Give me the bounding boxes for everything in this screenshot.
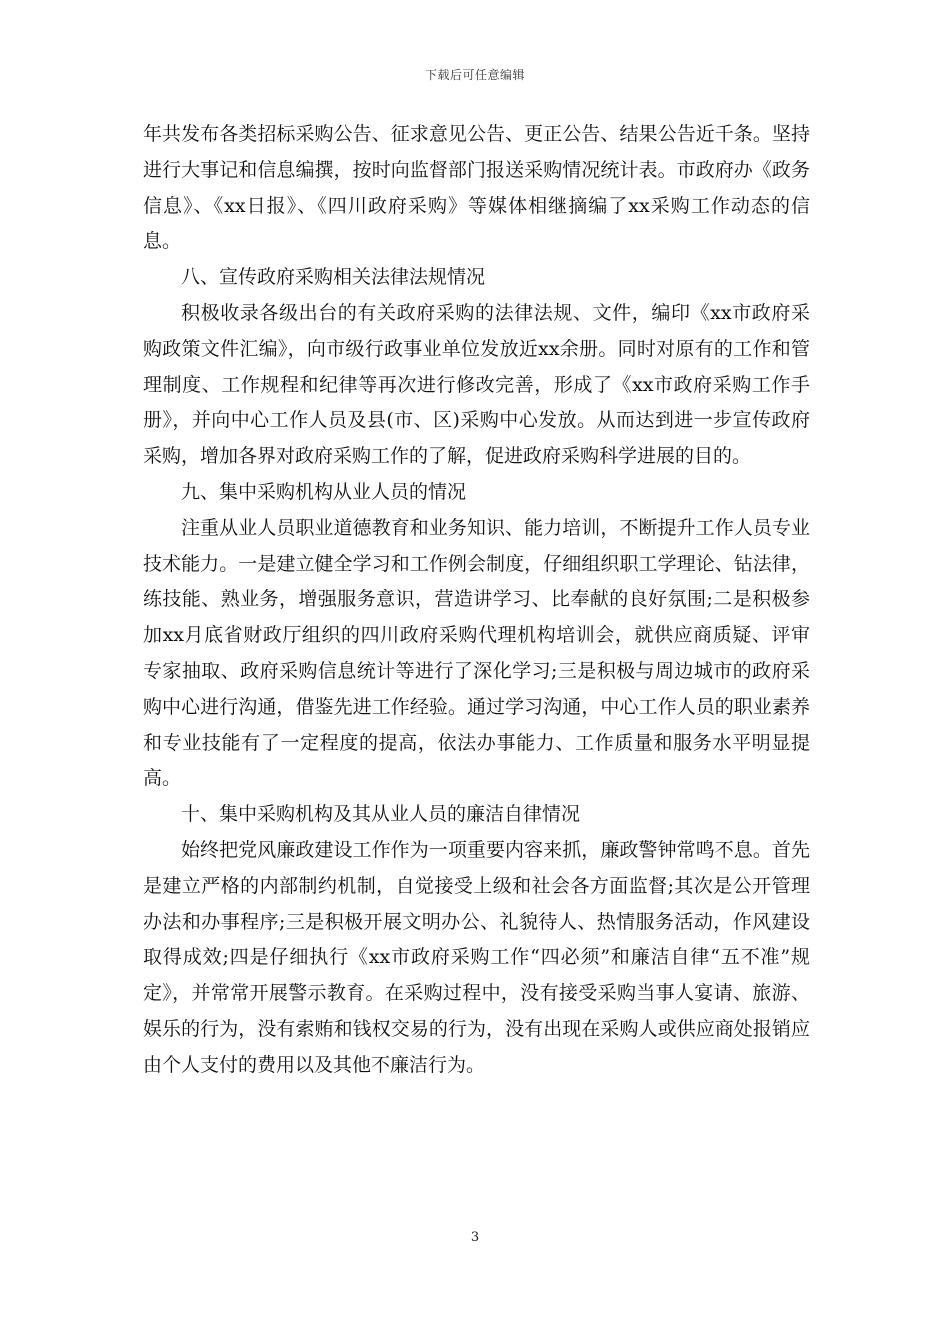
section-heading-10: 十、集中采购机构及其从业人员的廉洁自律情况 xyxy=(181,803,581,826)
paragraph-section-9: 注重从业人员职业道德教育和业务知识、能力培训，不断提升工作人员专业技术能力。一是建立健全学习和工作例会制度，仔细组织职工学理论、钻法律，练技能、熟业务，增强服务意识，营造讲学习、比奉献的良好氛围;二是积极参加xx月底省财政厅组织的四川政府采购代理机构培训会，就供应商质疑、评审专家抽取、政府采购信息统计等进行了深化学习;三是积极与周边城市的政府采购中心进行沟通，借鉴先进工作经验。通过学习沟通，中心工作人员的职业素养和专业技能有了一定程度的提高，依法办事能力、工作质量和服务水平明显提高。 xyxy=(143,516,810,790)
section-heading-9: 九、集中采购机构从业人员的情况 xyxy=(181,480,467,503)
document-body xyxy=(143,117,810,1084)
paragraph-publicity-continued: 年共发布各类招标采购公告、征求意见公告、更正公告、结果公告近千条。坚持进行大事记和信息编撰，按时向监督部门报送采购情况统计表。市政府办《政务信息》、《xx日报》、《四川政府采购》等媒体相继摘编了xx采购工作动态的信息。 xyxy=(143,123,810,253)
page-header-note: 下载后可任意编辑 xyxy=(424,68,525,82)
section-heading-8: 八、宣传政府采购相关法律法规情况 xyxy=(181,266,486,289)
paragraph-section-8: 积极收录各级出台的有关政府采购的法律法规、文件，编印《xx市政府采购政策文件汇编》，向市级行政事业单位发放近xx余册。同时对原有的工作和管理制度、工作规程和纪律等再次进行修改完善，形成了《xx市政府采购工作手册》，并向中心工作人员及县(市、区)采购中心发放。从而达到进一步宣传政府采购，增加各界对政府采购工作的了解，促进政府采购科学进展的目的。 xyxy=(143,301,810,468)
page-number: 3 xyxy=(470,1230,480,1245)
paragraph-section-10: 始终把党风廉政建设工作作为一项重要内容来抓，廉政警钟常鸣不息。首先是建立严格的内部制约机制，自觉接受上级和社会各方面监督;其次是公开管理办法和办事程序;三是积极开展文明办公、礼貌待人、热情服务活动，作风建设取得成效;四是仔细执行《xx市政府采购工作“四必须”和廉洁自律“五不准”规定》，并常常开展警示教育。在采购过程中，没有接受采购当事人宴请、旅游、娱乐的行为，没有索贿和钱权交易的行为，没有出现在采购人或供应商处报销应由个人支付的费用以及其他不廉洁行为。 xyxy=(143,838,810,1076)
